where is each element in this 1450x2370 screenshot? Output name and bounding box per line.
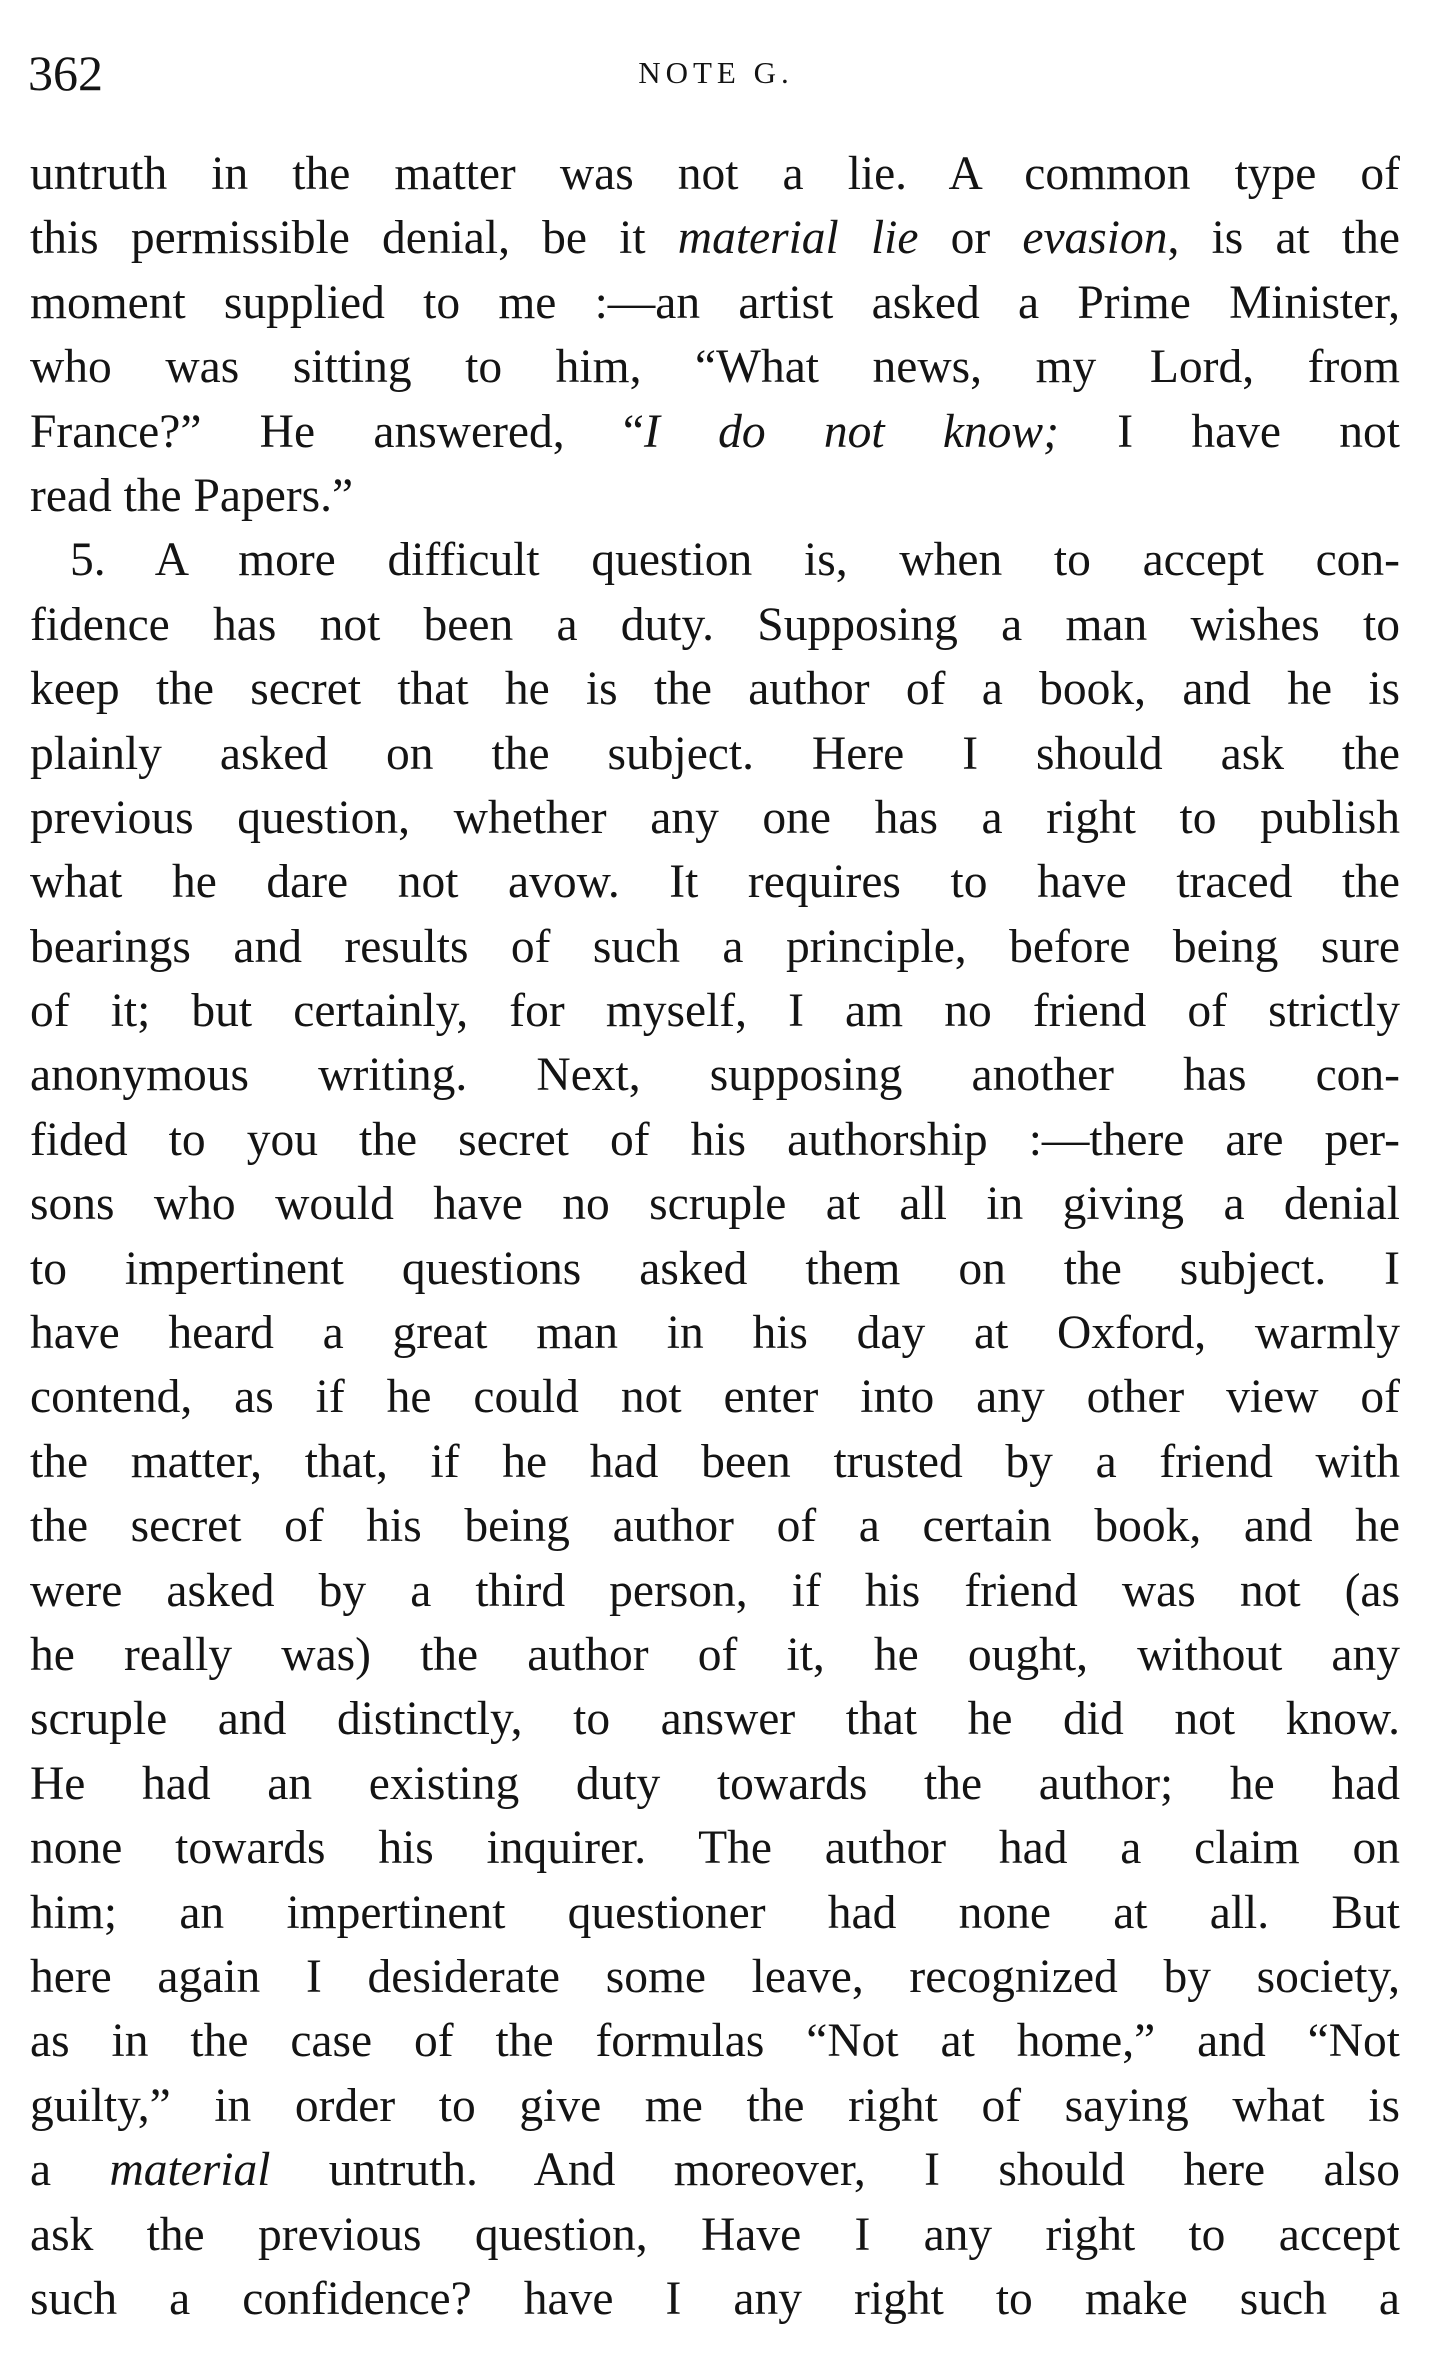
text-run: of it; but certainly, for myself, I am no friend of strictly [30, 985, 1400, 1038]
text-run: this permissible denial, be it [30, 212, 678, 265]
text-line [30, 1687, 1400, 1751]
text-line [30, 1172, 1400, 1236]
text-line [30, 850, 1400, 914]
text-run: such a confidence? have I any right to make such a [30, 2272, 1400, 2325]
text-run: I have not [1058, 405, 1400, 458]
text-line [30, 206, 1400, 270]
text-run: what he dare not avow. It requires to have traced the [30, 856, 1400, 909]
italic-text: material [109, 2144, 271, 2197]
text-run: to impertinent questions asked them on the subject. I [30, 1242, 1400, 1295]
text-run: plainly asked on the subject. Here I should ask the [30, 727, 1400, 780]
text-run: have heard a great man in his day at Oxford, warmly [30, 1307, 1400, 1360]
running-title: NOTE G. [638, 55, 794, 90]
text-line [30, 142, 1400, 206]
text-run: France?” He answered, “ [30, 405, 644, 458]
text-line [30, 1752, 1400, 1816]
text-run: He had an existing duty towards the author; he had [30, 1757, 1400, 1810]
text-run: were asked by a third person, if his friend was not (as [30, 1564, 1400, 1617]
text-line [30, 2074, 1400, 2138]
italic-text: evasion [1022, 212, 1168, 265]
text-run: as in the case of the formulas “Not at home,” and “Not [30, 2015, 1400, 2068]
text-run: none towards his inquirer. The author had a claim on [30, 1822, 1400, 1875]
text-line [30, 915, 1400, 979]
text-line [30, 2267, 1400, 2331]
text-line [30, 786, 1400, 850]
text-run: moment supplied to me :—an artist asked a Prime Minister, [30, 276, 1400, 329]
text-run: guilty,” in order to give me the right of saying what is [30, 2079, 1400, 2132]
text-run: fided to you the secret of his authorship :—there are per- [30, 1113, 1400, 1166]
text-run: or [918, 212, 1023, 265]
text-line [30, 593, 1400, 657]
page-number: 362 [28, 45, 103, 101]
running-head [28, 38, 1404, 108]
text-line [30, 1494, 1400, 1558]
text-line [30, 400, 1400, 464]
text-run: the matter, that, if he had been trusted by a friend with [30, 1435, 1400, 1488]
text-line [30, 1043, 1400, 1107]
text-line [30, 1559, 1400, 1623]
text-run: bearings and results of such a principle, before being sure [30, 920, 1400, 973]
text-line [30, 1945, 1400, 2009]
text-line [30, 1365, 1400, 1429]
text-run: he really was) the author of it, he ought, without any [30, 1628, 1400, 1681]
italic-text: material lie [677, 212, 919, 265]
text-line [30, 335, 1400, 399]
text-line [30, 2009, 1400, 2073]
text-run: here again I desiderate some leave, recognized by society, [30, 1950, 1400, 2003]
text-line [30, 2138, 1400, 2202]
text-line [30, 1816, 1400, 1880]
text-line [30, 271, 1400, 335]
text-run: untruth. And moreover, I should here also [270, 2144, 1400, 2197]
text-run: anonymous writing. Next, supposing another has con- [30, 1049, 1400, 1102]
text-run: who was sitting to him, “What news, my Lord, from [30, 341, 1400, 394]
text-line [30, 722, 1400, 786]
text-line [30, 1430, 1400, 1494]
text-line [30, 1881, 1400, 1945]
text-run: previous question, whether any one has a right to publish [30, 791, 1400, 844]
text-run: , is at the [1167, 212, 1400, 265]
text-line [30, 1301, 1400, 1365]
text-run: him; an impertinent questioner had none at all. But [30, 1886, 1400, 1939]
text-line [30, 1108, 1400, 1172]
text-run: fidence has not been a duty. Supposing a man wishes to [30, 598, 1400, 651]
text-run: a [30, 2144, 110, 2197]
text-run: untruth in the matter was not a lie. A common type of [30, 148, 1400, 200]
text-line [30, 464, 1400, 528]
text-run: ask the previous question, Have I any right to accept [30, 2208, 1400, 2261]
text-line [30, 979, 1400, 1043]
italic-text: I do not know; [643, 405, 1059, 458]
text-run: keep the secret that he is the author of a book, and he is [30, 663, 1400, 716]
text-line [30, 1623, 1400, 1687]
text-run: sons who would have no scruple at all in giving a denial [30, 1178, 1400, 1231]
text-line [30, 657, 1400, 721]
text-run: the secret of his being author of a certain book, and he [30, 1500, 1400, 1553]
body-text [30, 142, 1400, 2331]
text-run: scruple and distinctly, to answer that he did not know. [30, 1693, 1400, 1746]
text-run: read the Papers.” [30, 469, 354, 522]
text-run: 5. A more difficult question is, when to accept con- [70, 534, 1400, 587]
text-line [30, 528, 1400, 592]
text-run: contend, as if he could not enter into any other view of [30, 1371, 1400, 1424]
text-line [30, 1237, 1400, 1301]
text-line [30, 2203, 1400, 2267]
